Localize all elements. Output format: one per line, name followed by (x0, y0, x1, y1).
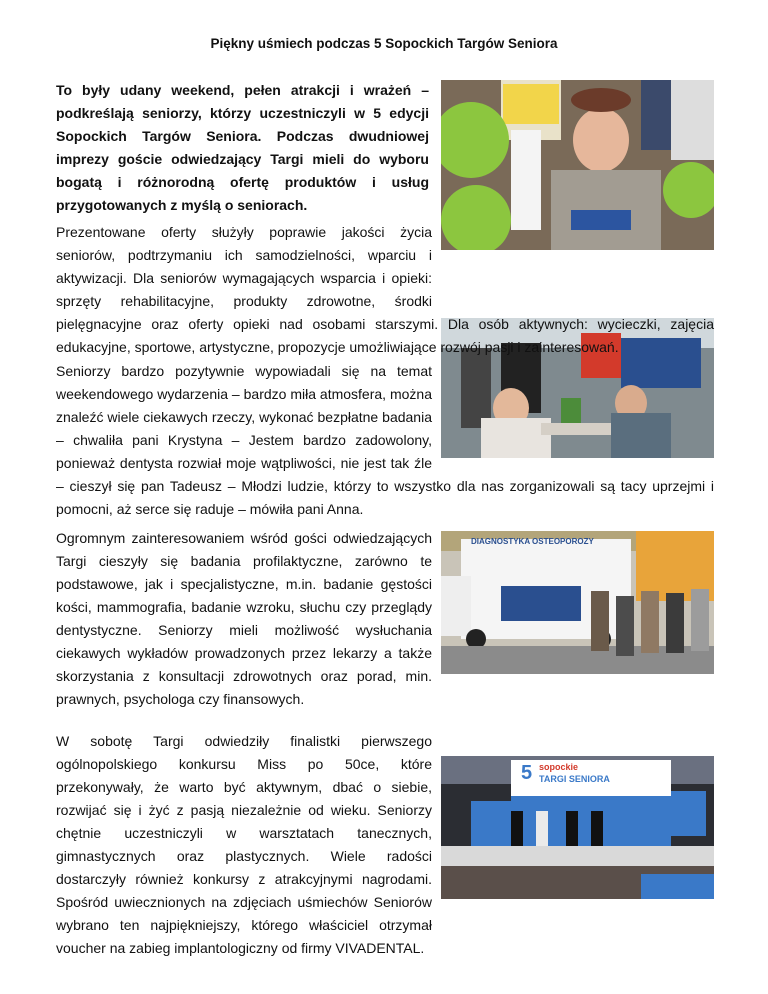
page-title: Piękny uśmiech podczas 5 Sopockich Targów Seniora (210, 36, 558, 51)
stage-banner-targi: TARGI SENIORA (539, 774, 610, 784)
miss-paragraph: W sobotę Targi odwiedziły finalistki pierwszego ogólnopolskiego konkursu Miss po 50ce, które przekonywały, że warto być aktywnym, dbać o siebie, rozwijać się i żyć z pasją niezależnie od wieku. Seniorzy chętnie uczestniczyli w warsztatach tanecznych, gimnastycznych oraz plastycznych. Wiele radości dostarczyły również konkursy z atrakcyjnymi nagrodami. Spośród uwiecznionych na zdjęciach uśmiechów Seniorów wybrano ten najpiękniejszy, którego właściciel otrzymał voucher na zabieg implantologiczny od firmy VIVADENTAL. (56, 733, 432, 956)
paragraph-offers-wrapper (56, 221, 714, 359)
paragraph-exams-wrapper (56, 527, 714, 711)
exams-paragraph: Ogromnym zainteresowaniem wśród gości odwiedzających Targi cieszyły się badania profilaktyczne, zarówno te podstawowe, jak i specjalistyczne, m.in. badanie gęstości kości, mammografia, badanie wzroku, słuchu czy przeglądy dentystyczne. Seniorzy mieli możliwość wysłuchania ciekawych wykładów prowadzonych przez lekarzy a także skorzystania z konsultacji zdrowotnych oraz porad, min. prawnych, psychologa czy finansowych. (56, 530, 432, 707)
paragraph-opinions-wrapper (56, 360, 714, 521)
stage-banner-sopockie: sopockie (539, 762, 579, 772)
paragraph-miss-wrapper (56, 730, 714, 960)
van-sign-text: DIAGNOSTYKA OSTEOPOROZY (471, 537, 594, 546)
offers-paragraph: Prezentowane oferty służyły poprawie jakości życia seniorów, podtrzymaniu ich samodzielności, wparciu i aktywizacji. Dla seniorów wymagających wsparcia i opieki: sprzęty rehabilitacyjne, produkty zdrowotne, środki pielęgnacyjne oraz oferty opieki nad osobami starszymi. Dla osób aktywnych: wycieczki, zajęcia edukacyjne, sportowe, artystyczne, propozycje umożliwiające rozwój pasji i zainteresowań. (56, 224, 714, 355)
opinions-paragraph: Seniorzy bardzo pozytywnie wypowiadali się na temat weekendowego wydarzenia – bardzo miła atmosfera, można znaleźć wiele ciekawych rzeczy, wykonać bezpłatne badania – chwaliła pani Krystyna – Jestem bardzo zadowolony, ponieważ dentysta rozwiał moje wątpliwości, nie jest tak źle – cieszył się pan Tadeusz – Młodzi ludzie, którzy to wszystko dla nas zorganizowali są tacy uprzejmi i pomocni, aż serce się raduje – mówiła pani Anna. (56, 363, 714, 517)
stage-banner-number: 5 (521, 762, 533, 784)
intro-paragraph: To były udany weekend, pełen atrakcji i wrażeń – podkreślają seniorzy, którzy uczestniczyli w 5 edycji Sopockich Targów Seniora. Podczas dwudniowej imprezy goście odwiedzający Targi mieli do wyboru bogatą i różnorodną ofertę produktów i usług przygotowanych z myślą o seniorach. (56, 82, 429, 213)
